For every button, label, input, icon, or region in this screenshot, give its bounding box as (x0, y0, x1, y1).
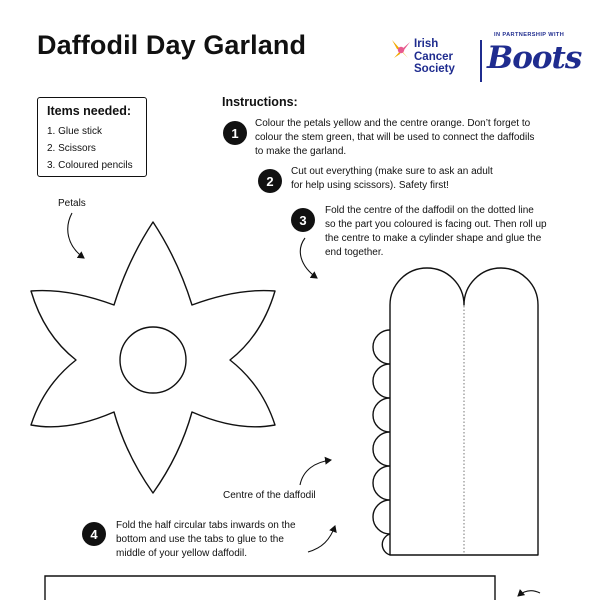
list-item: 2. Scissors (47, 143, 96, 154)
step-3-badge: 3 (291, 208, 315, 232)
step-line: so the part you coloured is facing out. Then roll up (325, 219, 547, 230)
petals-arrow-icon (68, 213, 84, 258)
step-line: the centre to make a cylinder shape and glue the (325, 233, 542, 244)
ics-logo-line1: Irish (414, 38, 439, 50)
step-line: Cut out everything (make sure to ask an adult (291, 166, 493, 177)
list-item: 1. Glue stick (47, 126, 103, 137)
petals-label: Petals (58, 198, 86, 209)
step-4-badge: 4 (82, 522, 106, 546)
step-4-arrow-icon (308, 526, 335, 552)
step-line: to make the garland. (255, 146, 347, 157)
step-line: Fold the half circular tabs inwards on the (116, 520, 296, 531)
half-circular-tabs (373, 330, 390, 555)
step-line: for help using scissors). Safety first! (291, 180, 449, 191)
step-3-arrow-icon (300, 238, 317, 278)
step-line: middle of your yellow daffodil. (116, 548, 247, 559)
step-1-badge: 1 (223, 121, 247, 145)
instructions-heading: Instructions: (222, 95, 298, 109)
stem-arrow-icon (518, 591, 540, 596)
items-title: Items needed: (47, 104, 132, 118)
step-line: Fold the centre of the daffodil on the dotted line (325, 205, 534, 216)
ics-logo-line3: Society (414, 63, 455, 75)
stem-cutout-outline (45, 576, 495, 600)
list-item: 3. Coloured pencils (47, 160, 133, 171)
step-line: bottom and use the tabs to glue to the (116, 534, 284, 545)
boots-logo: Boots (487, 40, 582, 76)
ics-logo-line2: Cancer (414, 50, 453, 63)
centre-label: Centre of the daffodil (223, 490, 316, 501)
page-title: Daffodil Day Garland (37, 30, 307, 60)
centre-arrow-icon (300, 460, 331, 485)
step-line: colour the stem green, that will be used to connect the daffodils (255, 132, 535, 143)
step-line: end together. (325, 247, 384, 258)
daffodil-centre-circle (120, 327, 186, 393)
step-2-badge: 2 (258, 169, 282, 193)
step-line: Colour the petals yellow and the centre orange. Don’t forget to (255, 118, 531, 129)
daffodil-petals-outline (31, 222, 275, 493)
partnership-text: IN PARTNERSHIP WITH (494, 32, 565, 38)
